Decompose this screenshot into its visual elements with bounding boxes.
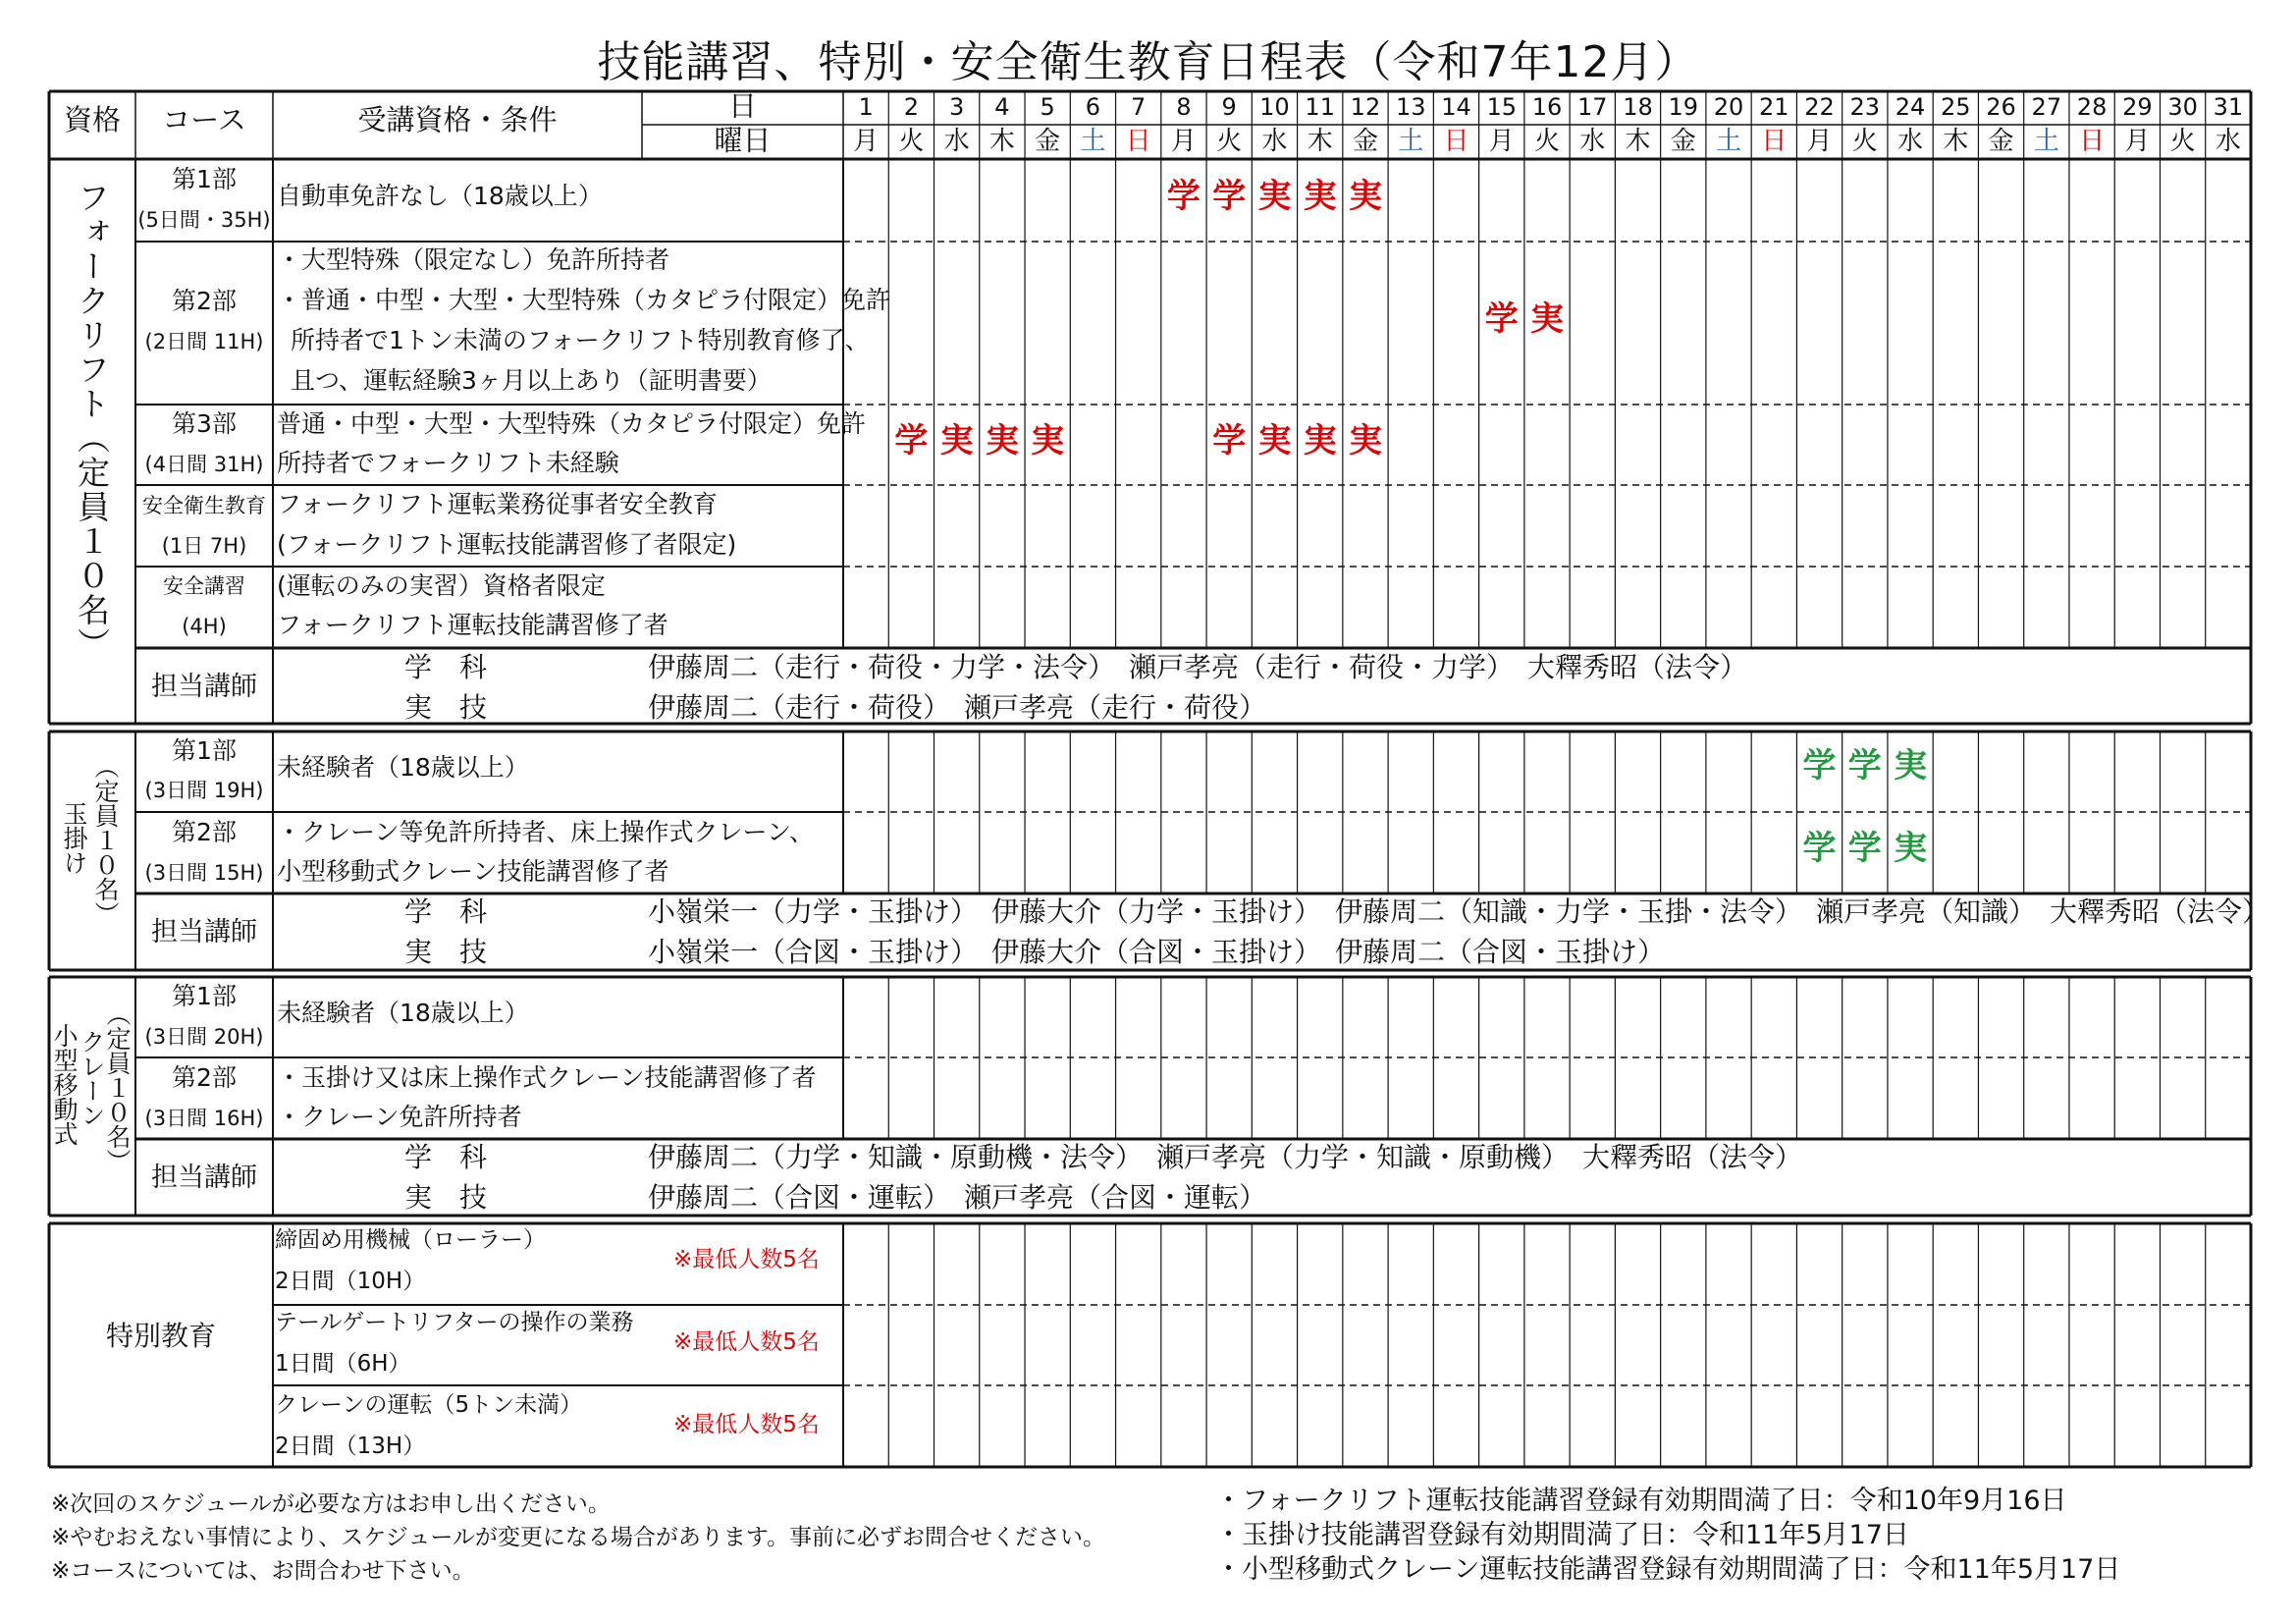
day-number: 27 xyxy=(2031,93,2062,121)
forklift-course-1-condition: 自動車免許なし（18歳以上） xyxy=(277,182,603,210)
schedule-mark: 学 xyxy=(1212,421,1247,460)
forklift-section-label: フォークリフト（定員１０名） xyxy=(73,181,111,662)
day-number: 18 xyxy=(1623,93,1653,121)
weekday-label: 火 xyxy=(1533,127,1560,156)
crane-capacity: （定員１０名） xyxy=(103,1001,132,1173)
weekday-label: 土 xyxy=(2033,127,2059,156)
tamakake-lecture-instructors: 小嶺栄一（力学・玉掛け） 伊藤大介（力学・玉掛け） 伊藤周二（知識・力学・玉掛・法令） 瀬戸孝亮（知識） 大釋秀昭（法令） xyxy=(648,895,2270,928)
forklift-course-3-condition: 所持者でフォークリフト未経験 xyxy=(277,449,619,477)
schedule-mark: 学 xyxy=(1484,299,1519,339)
weekday-label: 金 xyxy=(1035,127,1061,156)
special-course-2-name: テールゲートリフターの操作の業務 xyxy=(275,1310,634,1335)
day-number: 10 xyxy=(1259,93,1290,121)
weekday-label: 日 xyxy=(1443,127,1469,156)
day-number: 23 xyxy=(1849,93,1881,121)
schedule-mark: 実 xyxy=(1303,421,1337,460)
weekday-label: 木 xyxy=(988,127,1015,156)
special-course-3-duration: 2日間（13H） xyxy=(275,1434,426,1459)
day-number: 31 xyxy=(2213,93,2244,121)
schedule-mark: 学 xyxy=(1802,829,1837,868)
weekday-label: 日 xyxy=(1125,127,1151,156)
special-course-3-note: ※最低人数5名 xyxy=(673,1412,820,1437)
day-number: 8 xyxy=(1176,93,1192,121)
tamakake-course-2-duration: (3日間 15H) xyxy=(144,861,264,885)
weekday-label: 木 xyxy=(1943,127,1969,156)
schedule-mark: 学 xyxy=(1847,746,1882,785)
special-course-1-duration: 2日間（10H） xyxy=(275,1269,426,1294)
forklift-practice-instructors: 伊藤周二（走行・荷役） 瀬戸孝亮（走行・荷役） xyxy=(648,691,1267,724)
weekday-label: 火 xyxy=(898,127,925,156)
crane-course-2-duration: (3日間 16H) xyxy=(144,1107,264,1130)
day-number: 5 xyxy=(1040,93,1055,121)
tamakake-capacity: （定員１０名） xyxy=(91,754,120,926)
weekday-label: 金 xyxy=(1352,127,1378,156)
header-qualification: 資格 xyxy=(63,103,121,136)
special-course-1-name: 締固め用機械（ローラー） xyxy=(275,1227,546,1253)
day-number: 9 xyxy=(1221,93,1237,121)
tamakake-course-2-name: 第2部 xyxy=(172,818,237,846)
tamakake-course-1-name: 第1部 xyxy=(172,736,237,765)
expiry-note: ・フォークリフト運転技能講習登録有効期間満了日：令和10年9月16日 xyxy=(1215,1486,2067,1516)
day-number: 11 xyxy=(1305,93,1335,121)
schedule-mark: 実 xyxy=(1257,177,1292,216)
weekday-label: 日 xyxy=(1761,127,1788,156)
day-number: 21 xyxy=(1759,93,1789,121)
special-course-3-name: クレーンの運転（5トン未満） xyxy=(275,1392,583,1418)
schedule-mark: 実 xyxy=(1257,421,1292,460)
crane-lecture-instructors: 伊藤周二（力学・知識・原動機・法令） 瀬戸孝亮（力学・知識・原動機） 大釋秀昭（法令） xyxy=(648,1141,1803,1173)
tamakake-practice-instructors: 小嶺栄一（合図・玉掛け） 伊藤大介（合図・玉掛け） 伊藤周二（合図・玉掛け） xyxy=(648,936,1666,968)
forklift-course-1-name: 第1部 xyxy=(172,165,237,193)
day-number: 13 xyxy=(1395,93,1426,121)
header-weekday-label: 曜日 xyxy=(714,124,772,157)
forklift-lecture-label: 学 科 xyxy=(404,651,488,683)
crane-section-label-2: クレーン xyxy=(78,1029,106,1127)
forklift-practice-label: 実 技 xyxy=(404,691,488,724)
schedule-mark: 実 xyxy=(1348,177,1382,216)
forklift-course-2-name: 第2部 xyxy=(172,287,237,315)
day-number: 20 xyxy=(1713,93,1744,121)
day-number: 30 xyxy=(2167,93,2198,121)
crane-section-label-1: 小型移動式 xyxy=(50,1023,79,1146)
forklift-course-5-condition: (運転のみの実習）資格者限定 xyxy=(277,571,606,600)
footer-note: ※次回のスケジュールが必要な方はお申し出ください。 xyxy=(51,1491,611,1517)
weekday-label: 木 xyxy=(1307,127,1333,156)
day-number: 24 xyxy=(1895,93,1926,121)
schedule-mark: 学 xyxy=(894,421,929,460)
expiry-note: ・玉掛け技能講習登録有効期間満了日：令和11年5月17日 xyxy=(1215,1520,1909,1550)
weekday-label: 月 xyxy=(853,127,880,156)
page-title: 技能講習、特別・安全衛生教育日程表（令和7年12月） xyxy=(597,37,1699,87)
crane-lecture-label: 学 科 xyxy=(404,1141,488,1173)
day-number: 6 xyxy=(1085,93,1101,121)
special-course-2-note: ※最低人数5名 xyxy=(673,1329,820,1355)
forklift-course-4-condition: (フォークリフト運転技能講習修了者限定) xyxy=(277,530,737,559)
schedule-mark: 学 xyxy=(1166,177,1201,216)
weekday-label: 水 xyxy=(1897,127,1924,156)
day-number: 22 xyxy=(1804,93,1835,121)
forklift-course-4-name: 安全衛生教育 xyxy=(142,494,266,517)
schedule-mark: 実 xyxy=(1031,421,1065,460)
schedule-mark: 実 xyxy=(1894,746,1928,785)
footer-note: ※コースについては、お問合わせ下さい。 xyxy=(51,1558,475,1584)
day-number: 14 xyxy=(1441,93,1471,121)
forklift-course-3-condition: 普通・中型・大型・大型特殊（カタピラ付限定）免許 xyxy=(277,409,867,438)
crane-course-2-condition: ・玉掛け又は床上操作式クレーン技能講習修了者 xyxy=(277,1063,817,1092)
tamakake-practice-label: 実 技 xyxy=(404,936,488,968)
tamakake-course-1-duration: (3日間 19H) xyxy=(144,779,264,802)
weekday-label: 木 xyxy=(1625,127,1651,156)
weekday-label: 水 xyxy=(1261,127,1288,156)
crane-course-2-condition: ・クレーン免許所持者 xyxy=(277,1103,522,1131)
schedule-mark: 実 xyxy=(1894,829,1928,868)
crane-practice-label: 実 技 xyxy=(404,1181,488,1214)
day-number: 25 xyxy=(1941,93,1971,121)
forklift-course-5-name: 安全講習 xyxy=(163,574,245,598)
forklift-course-2-condition: ・普通・中型・大型・大型特殊（カタピラ付限定）免許 xyxy=(277,286,891,314)
schedule-mark: 実 xyxy=(939,421,974,460)
weekday-label: 水 xyxy=(2215,127,2241,156)
day-number: 26 xyxy=(1986,93,2016,121)
day-number: 2 xyxy=(903,93,920,121)
forklift-course-1-duration: (5日間・35H) xyxy=(137,208,271,232)
day-number: 12 xyxy=(1350,93,1381,121)
schedule-mark: 実 xyxy=(1303,177,1337,216)
weekday-label: 月 xyxy=(1806,127,1833,156)
weekday-label: 月 xyxy=(2124,127,2151,156)
schedule-mark: 実 xyxy=(985,421,1019,460)
day-number: 17 xyxy=(1576,93,1608,121)
tamakake-instructors-label: 担当講師 xyxy=(151,917,257,947)
weekday-label: 土 xyxy=(1398,127,1424,156)
forklift-instructors-label: 担当講師 xyxy=(151,672,257,702)
weekday-label: 水 xyxy=(943,127,970,156)
schedule-mark: 実 xyxy=(1348,421,1382,460)
special-course-2-duration: 1日間（6H） xyxy=(275,1351,411,1377)
forklift-course-2-duration: (2日間 11H) xyxy=(144,330,264,353)
weekday-label: 月 xyxy=(1170,127,1197,156)
schedule-mark: 学 xyxy=(1212,177,1247,216)
forklift-course-4-duration: (1日 7H) xyxy=(161,534,247,558)
day-number: 7 xyxy=(1131,93,1147,121)
forklift-course-4-condition: フォークリフト運転業務従事者安全教育 xyxy=(277,490,718,518)
forklift-course-2-condition: 且つ、運転経験3ヶ月以上あり（証明書要） xyxy=(291,366,772,395)
forklift-course-3-duration: (4日間 31H) xyxy=(144,453,264,476)
expiry-note: ・小型移動式クレーン運転技能講習登録有効期間満了日：令和11年5月17日 xyxy=(1215,1554,2121,1585)
weekday-label: 火 xyxy=(1851,127,1878,156)
schedule-mark: 学 xyxy=(1847,829,1882,868)
day-number: 19 xyxy=(1668,93,1699,121)
weekday-label: 日 xyxy=(2079,127,2106,156)
forklift-course-2-condition: ・大型特殊（限定なし）免許所持者 xyxy=(277,245,670,274)
day-number: 16 xyxy=(1531,93,1563,121)
weekday-label: 火 xyxy=(2169,127,2196,156)
schedule-mark: 学 xyxy=(1802,746,1837,785)
special-course-1-note: ※最低人数5名 xyxy=(673,1247,820,1272)
tamakake-course-1-condition: 未経験者（18歳以上） xyxy=(277,753,529,782)
header-course: コース xyxy=(162,103,246,136)
forklift-course-5-duration: (4H) xyxy=(182,615,227,638)
schedule-mark: 実 xyxy=(1530,299,1564,339)
tamakake-section-label: 玉掛け xyxy=(60,801,88,875)
tamakake-course-2-condition: 小型移動式クレーン技能講習修了者 xyxy=(277,857,669,886)
crane-course-1-name: 第1部 xyxy=(172,982,237,1010)
forklift-lecture-instructors: 伊藤周二（走行・荷役・力学・法令） 瀬戸孝亮（走行・荷役・力学） 大釋秀昭（法令） xyxy=(648,651,1748,683)
day-number: 29 xyxy=(2122,93,2153,121)
crane-practice-instructors: 伊藤周二（合図・運転） 瀬戸孝亮（合図・運転） xyxy=(648,1181,1267,1214)
crane-course-2-name: 第2部 xyxy=(172,1063,237,1092)
header-day-label: 日 xyxy=(727,89,757,123)
tamakake-lecture-label: 学 科 xyxy=(404,895,488,928)
weekday-label: 金 xyxy=(1988,127,2014,156)
forklift-course-3-name: 第3部 xyxy=(172,409,237,438)
weekday-label: 土 xyxy=(1716,127,1742,156)
footer-note: ※やむおえない事情により、スケジュールが変更になる場合があります。事前に必ずお問合せください。 xyxy=(51,1525,1106,1550)
day-number: 4 xyxy=(994,93,1010,121)
header-conditions: 受講資格・条件 xyxy=(357,103,558,136)
weekday-label: 火 xyxy=(1216,127,1243,156)
day-number: 28 xyxy=(2076,93,2108,121)
forklift-course-2-condition: 所持者で1トン未満のフォークリフト特別教育修了、 xyxy=(291,326,870,354)
crane-instructors-label: 担当講師 xyxy=(151,1163,257,1193)
weekday-label: 月 xyxy=(1488,127,1515,156)
tamakake-course-2-condition: ・クレーン等免許所持者、床上操作式クレーン、 xyxy=(277,818,815,846)
crane-course-1-condition: 未経験者（18歳以上） xyxy=(277,999,529,1027)
day-number: 1 xyxy=(858,93,874,121)
special-section-label: 特別教育 xyxy=(105,1320,216,1352)
day-number: 3 xyxy=(949,93,965,121)
forklift-course-5-condition: フォークリフト運転技能講習修了者 xyxy=(277,611,668,639)
weekday-label: 金 xyxy=(1670,127,1696,156)
day-number: 15 xyxy=(1486,93,1517,121)
weekday-label: 水 xyxy=(1579,127,1606,156)
crane-course-1-duration: (3日間 20H) xyxy=(144,1025,264,1049)
weekday-label: 土 xyxy=(1080,127,1106,156)
